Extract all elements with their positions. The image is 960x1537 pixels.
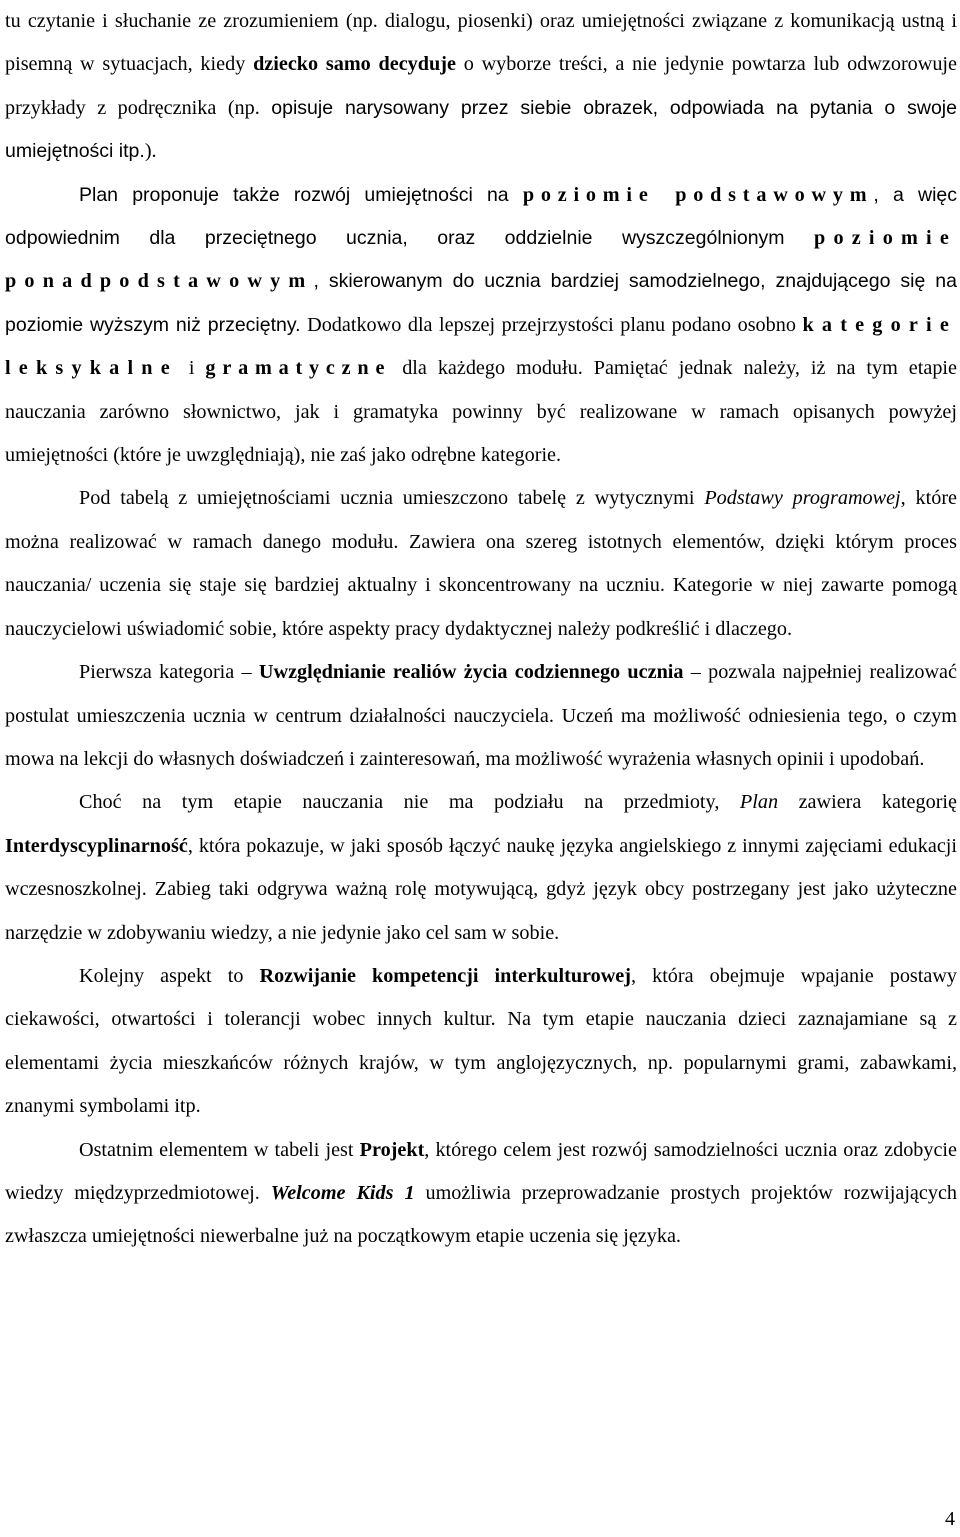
paragraph-5	[5, 781, 957, 955]
p5-text-3: , która pokazuje, w jaki sposób łączyć naukę języka angielskiego z innymi zajęciami edukacji wczesnoszkolnej. Zabieg taki odgrywa ważną rolę motywującą, gdyż język obcy postrzegany jest jako użyteczne narzędzie w zdobywaniu wiedzy, a nie jedynie jako cel sam w sobie.	[5, 834, 957, 944]
paragraph-7	[5, 1129, 957, 1259]
p4-text: Pierwsza kategoria –	[79, 661, 259, 684]
p7-text-3: umożliwia przeprowadzanie prostych projektów rozwijających zwłaszcza umiejętności niewerbalne już na początkowym etapie uczenia się języka.	[5, 1181, 957, 1248]
body-text	[5, 0, 957, 1259]
level-basic: poziomie podstawowym	[522, 183, 874, 206]
p4-bold: Uwzględnianie realiów życia codziennego ucznia	[258, 661, 684, 684]
paragraph-4	[5, 651, 957, 781]
p1-end: ).	[144, 140, 157, 163]
p7-text-2: , którego celem jest rozwój samodzielności ucznia oraz zdobycie wiedzy międzyprzedmiotowej.	[5, 1138, 957, 1204]
p1-text-2: o wyborze treści, a nie jedynie powtarza lub odwzorowuje przykłady z podręcznika (np.	[5, 53, 957, 119]
p7-bold: Projekt	[359, 1138, 425, 1161]
level-advanced: poziomie ponadpodstawowym	[5, 227, 957, 293]
p3-text-2: , które można realizować w ramach danego modułu. Zawiera ona szereg istotnych elementów, dzięki którym proces nauczania/ uczenia się staje się bardziej aktualny i skoncentrowany na uczniu. Kategorie w niej zawarte pomogą nauczycielowi uświadomić sobie, które aspekty pracy dydaktycznej należy podkreślić i dlaczego.	[5, 487, 958, 640]
p2-text-2: , a więc odpowiednim dla przeciętnego ucznia, oraz oddzielnie wyszczególnionym	[5, 183, 958, 250]
grammatical-categories: gramatyczne	[205, 357, 392, 380]
p1-example: opisuje narysowany przez siebie obrazek, odpowiada na pytania o swoje umiejętności itp.	[5, 96, 957, 163]
book-title: Welcome Kids 1	[270, 1181, 415, 1204]
p6-text: Kolejny aspekt to	[79, 964, 260, 987]
p1-text: tu czytanie i słuchanie ze zrozumieniem (np. dialogu, piosenki) oraz umiejętności związane z komunikacją ustną i pisemną w sytuacjach, kiedy	[5, 10, 957, 76]
p2-text-5: dla każdego modułu. Pamiętać jednak należy, iż na tym etapie nauczania zarówno słownictwo, jak i gramatyka powinny być realizowane w ramach opisanych powyżej umiejętności (które je uwzględniają), nie zaś jako odrębne kategorie.	[5, 357, 957, 467]
p3-italic: Podstawy programowej	[704, 487, 901, 510]
p6-bold: Rozwijanie kompetencji interkulturowej	[259, 964, 631, 987]
paragraph-3	[5, 477, 957, 651]
p5-italic: Plan	[739, 791, 779, 814]
p7-text: Ostatnim elementem w tabeli jest	[79, 1138, 360, 1161]
paragraph-1	[5, 0, 957, 174]
p5-text: Choć na tym etapie nauczania nie ma podziału na przedmioty,	[79, 791, 740, 814]
p2-text-3: , skierowanym do ucznia bardziej samodzielnego, znajdującego się na poziomie wyższym niż przeciętny.	[5, 270, 957, 336]
p1-bold: dziecko samo decyduje	[253, 53, 456, 76]
paragraph-2	[5, 174, 957, 478]
p3-text: Pod tabelą z umiejętnościami ucznia umieszczono tabelę z wytycznymi	[79, 487, 705, 510]
p2-text: Plan proponuje także rozwój umiejętności na	[79, 183, 523, 206]
p6-text-2: , która obejmuje wpajanie postawy ciekawości, otwartości i tolerancji wobec innych kultur. Na tym etapie nauczania dzieci zaznajamiane są z elementami życia mieszkańców różnych krajów, w tym anglojęzycznych, np. popularnymi grami, zabawkami, znanymi symbolami itp.	[5, 964, 958, 1118]
p2-and: i	[177, 357, 206, 380]
lexical-categories: kategorie leksykalne	[5, 313, 957, 380]
p5-bold: Interdyscyplinarność	[5, 834, 188, 857]
page-number: 4	[945, 1508, 955, 1530]
p2-text-4: Dodatkowo dla lepszej przejrzystości planu podano osobno	[300, 313, 803, 336]
p4-text-2: – pozwala najpełniej realizować postulat umieszczenia ucznia w centrum działalności nauczyciela. Uczeń ma możliwość odniesienia tego, o czym mowa na lekcji do własnych doświadczeń i zainteresowań, ma możliwość wyrażenia własnych opinii i upodobań.	[5, 661, 957, 770]
p5-text-2: zawiera kategorię	[778, 791, 957, 814]
paragraph-6	[5, 955, 957, 1129]
